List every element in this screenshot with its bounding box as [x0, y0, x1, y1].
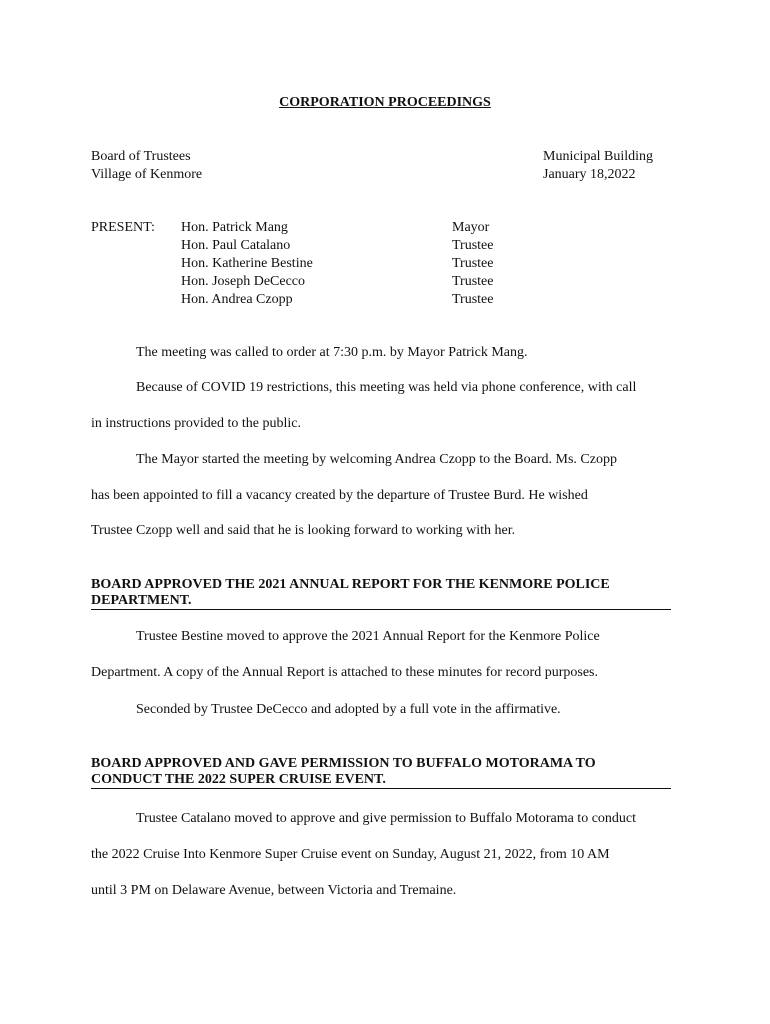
header-left — [91, 148, 202, 184]
present-members — [181, 219, 313, 309]
member-name: Hon. Joseph DeCecco — [181, 274, 306, 289]
section-heading-super-cruise — [91, 756, 671, 789]
paragraph-police-motion-line: Department. A copy of the Annual Report is attached to these minutes for record purposes. — [91, 665, 598, 680]
member-role: Trustee — [452, 238, 494, 253]
meeting-location: Municipal Building — [543, 149, 654, 164]
paragraph-police-motion-line: Trustee Bestine moved to approve the 2021 Annual Report for the Kenmore Police — [136, 629, 600, 644]
page-title: CORPORATION PROCEEDINGS — [279, 95, 491, 110]
paragraph-welcome-line: Trustee Czopp well and said that he is looking forward to working with her. — [91, 523, 516, 538]
paragraph-covid-line: in instructions provided to the public. — [91, 416, 301, 431]
member-role: Mayor — [452, 220, 490, 235]
paragraph-welcome-line: has been appointed to fill a vacancy created by the departure of Trustee Burd. He wished — [91, 488, 588, 503]
member-role: Trustee — [452, 256, 494, 271]
paragraph-call-to-order: The meeting was called to order at 7:30 p.m. by Mayor Patrick Mang. — [136, 345, 528, 360]
paragraph-cruise-motion-line: the 2022 Cruise Into Kenmore Super Cruise event on Sunday, August 21, 2022, from 10 AM — [91, 847, 610, 862]
heading-line: BOARD APPROVED AND GAVE PERMISSION TO BUFFALO MOTORAMA TO — [91, 756, 596, 771]
paragraph-cruise-motion-line: Trustee Catalano moved to approve and give permission to Buffalo Motorama to conduct — [136, 811, 637, 826]
header-right — [543, 148, 653, 184]
heading-line: DEPARTMENT. — [91, 593, 192, 608]
heading-line: BOARD APPROVED THE 2021 ANNUAL REPORT FOR THE KENMORE POLICE — [91, 577, 610, 592]
village-name: Village of Kenmore — [91, 167, 203, 182]
present-roles — [452, 219, 494, 309]
board-name: Board of Trustees — [91, 149, 191, 164]
member-role: Trustee — [452, 274, 494, 289]
member-name: Hon. Katherine Bestine — [181, 256, 313, 271]
member-role: Trustee — [452, 292, 494, 307]
paragraph-welcome-line: The Mayor started the meeting by welcoming Andrea Czopp to the Board. Ms. Czopp — [136, 452, 617, 467]
meeting-date: January 18,2022 — [543, 167, 636, 182]
member-name: Hon. Paul Catalano — [181, 238, 291, 253]
member-name: Hon. Andrea Czopp — [181, 292, 293, 307]
heading-line: CONDUCT THE 2022 SUPER CRUISE EVENT. — [91, 772, 386, 787]
paragraph-covid-line: Because of COVID 19 restrictions, this meeting was held via phone conference, with call — [136, 380, 637, 395]
member-name: Hon. Patrick Mang — [181, 220, 288, 235]
section-heading-police-report — [91, 577, 671, 610]
present-label: PRESENT: — [91, 220, 155, 235]
paragraph-police-second: Seconded by Trustee DeCecco and adopted by a full vote in the affirmative. — [136, 702, 561, 717]
paragraph-cruise-motion-line: until 3 PM on Delaware Avenue, between Victoria and Tremaine. — [91, 883, 457, 898]
